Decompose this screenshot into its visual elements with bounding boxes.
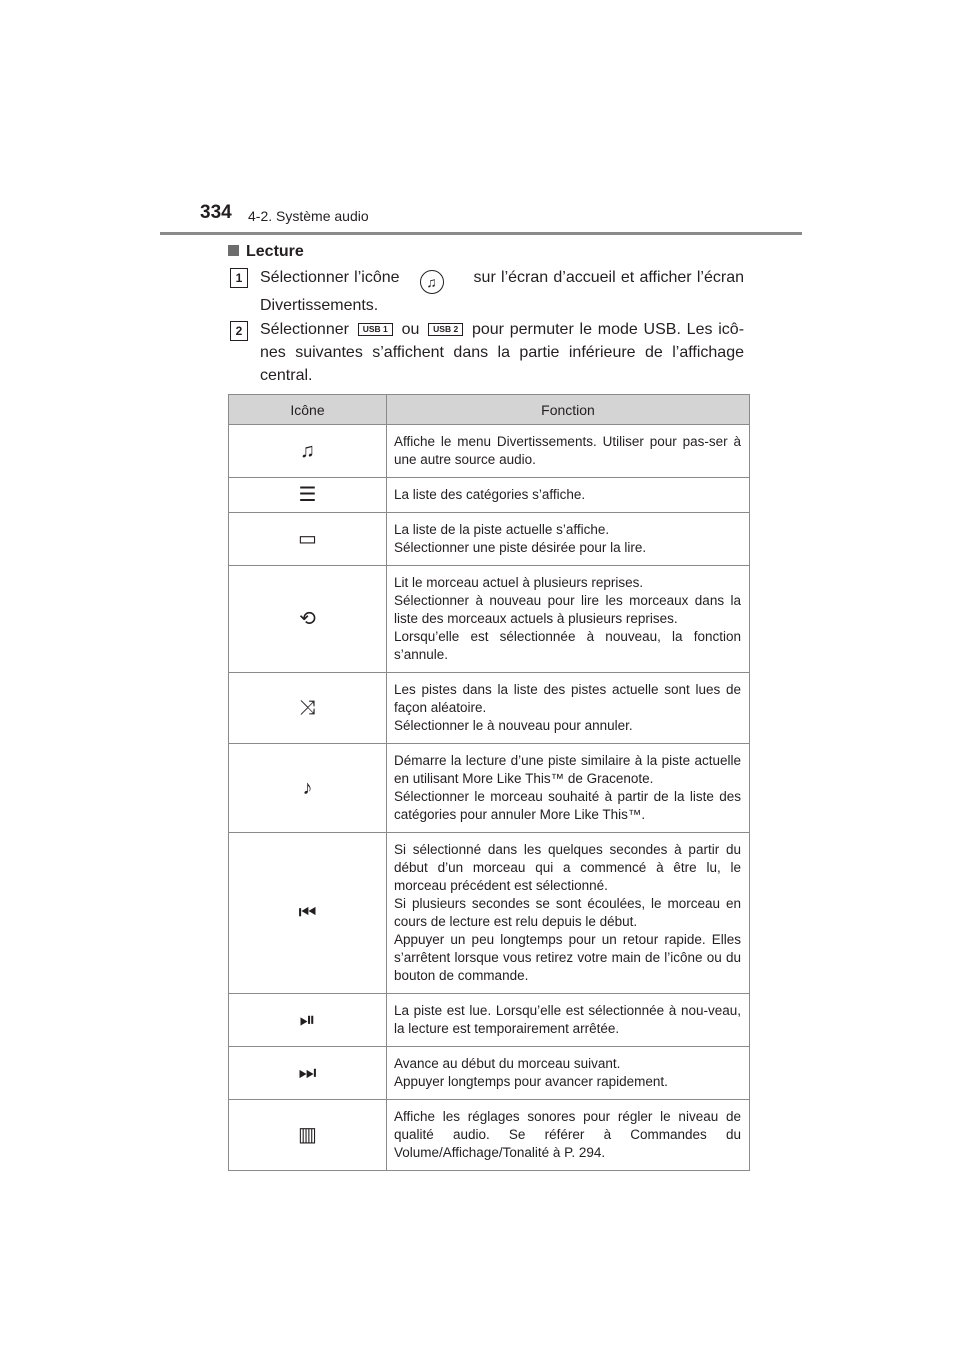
column-header-function: Fonction <box>387 395 750 425</box>
function-description: Lit le morceau actuel à plusieurs reprises. Sélectionner à nouveau pour lire les morceaux dans la liste des morceaux actuels à plusieurs reprises. Lorsqu’elle est sélectionnée à nouveau, la fonction s’annule. <box>387 566 750 673</box>
usb2-button-label: USB 2 <box>428 323 463 336</box>
icon-cell <box>229 566 387 673</box>
table-row <box>229 566 750 673</box>
repeat-icon: ⟲ <box>299 608 316 630</box>
table-row <box>229 673 750 744</box>
icon-cell <box>229 478 387 513</box>
icon-cell <box>229 994 387 1047</box>
previous-track-icon: ⏮ <box>298 902 317 924</box>
table-row <box>229 744 750 833</box>
step-2-text: Sélectionner USB 1 ou USB 2 pour permuter le mode USB. Les icô-nes suivantes s’affichent dans la partie inférieure de l’affichage central. <box>260 321 745 384</box>
page-number: 334 <box>200 202 232 223</box>
table-row <box>229 478 750 513</box>
table-row <box>229 425 750 478</box>
table-row <box>229 1100 750 1171</box>
icon-cell <box>229 1047 387 1100</box>
function-description: La liste des catégories s’affiche. <box>387 478 750 513</box>
icon-cell <box>229 833 387 994</box>
step-1-text: Sélectionner l’icône ♫ sur l’écran d’accueil et afficher l’écran Divertissements. <box>260 269 745 314</box>
header-rule <box>160 232 802 235</box>
table-row <box>229 833 750 994</box>
function-description: La liste de la piste actuelle s’affiche. Sélectionner une piste désirée pour la lire. <box>387 513 750 566</box>
icon-cell <box>229 744 387 833</box>
function-description: Si sélectionné dans les quelques secondes à partir du début d’un morceau qui a commencé à être lu, le morceau précédent est sélectionné. Si plusieurs secondes se sont écoulées, le morceau en cours de lecture est relu depuis le début. Appuyer un peu longtemps pour un retour rapide. Elles s’arrêtent lorsque vous retirez votre main de l’icône ou du bouton de commande. <box>387 833 750 994</box>
function-description: Les pistes dans la liste des pistes actuelle sont lues de façon aléatoire. Sélectionner le à nouveau pour annuler. <box>387 673 750 744</box>
music-note-icon: ♫ <box>420 270 444 294</box>
table-row <box>229 1047 750 1100</box>
shuffle-icon: ⤨ <box>299 697 316 719</box>
function-description: Affiche les réglages sonores pour régler le niveau de qualité audio. Se référer à Commandes du Volume/Affichage/Tonalité à P. 294. <box>387 1100 750 1171</box>
equalizer-icon: ▥ <box>298 1124 317 1146</box>
play-pause-icon: ⏯ <box>299 1009 316 1031</box>
icon-cell <box>229 513 387 566</box>
folder-icon: ▭ <box>298 528 317 550</box>
music-note-icon: ♫ <box>300 440 315 462</box>
column-header-icon: Icône <box>229 395 387 425</box>
more-like-this-icon: ♪ <box>302 777 313 799</box>
icon-cell <box>229 673 387 744</box>
function-description: Démarre la lecture d’une piste similaire à la piste actuelle en utilisant More Like This™ de Gracenote. Sélectionner le morceau souhaité à partir de la liste des catégories pour annuler More Like This™. <box>387 744 750 833</box>
page-header <box>200 202 804 236</box>
function-description: Affiche le menu Divertissements. Utiliser pour pas-ser à une autre source audio. <box>387 425 750 478</box>
function-description: La piste est lue. Lorsqu’elle est sélectionnée à nou-veau, la lecture est temporairement arrêtée. <box>387 994 750 1047</box>
icon-cell <box>229 425 387 478</box>
section-title: 4-2. Système audio <box>248 208 369 224</box>
icon-function-table <box>228 394 750 1171</box>
table-row <box>229 994 750 1047</box>
list-icon: ☰ <box>298 484 317 506</box>
function-description: Avance au début du morceau suivant. Appuyer longtemps pour avancer rapidement. <box>387 1047 750 1100</box>
table-row <box>229 513 750 566</box>
icon-cell <box>229 1100 387 1171</box>
next-track-icon: ⏭ <box>298 1062 317 1084</box>
step-number-1: 1 <box>230 268 248 288</box>
usb1-button-label: USB 1 <box>358 323 393 336</box>
step-number-2: 2 <box>230 321 248 341</box>
section-heading: Lecture <box>228 243 304 261</box>
bullet-square-icon <box>228 245 239 256</box>
